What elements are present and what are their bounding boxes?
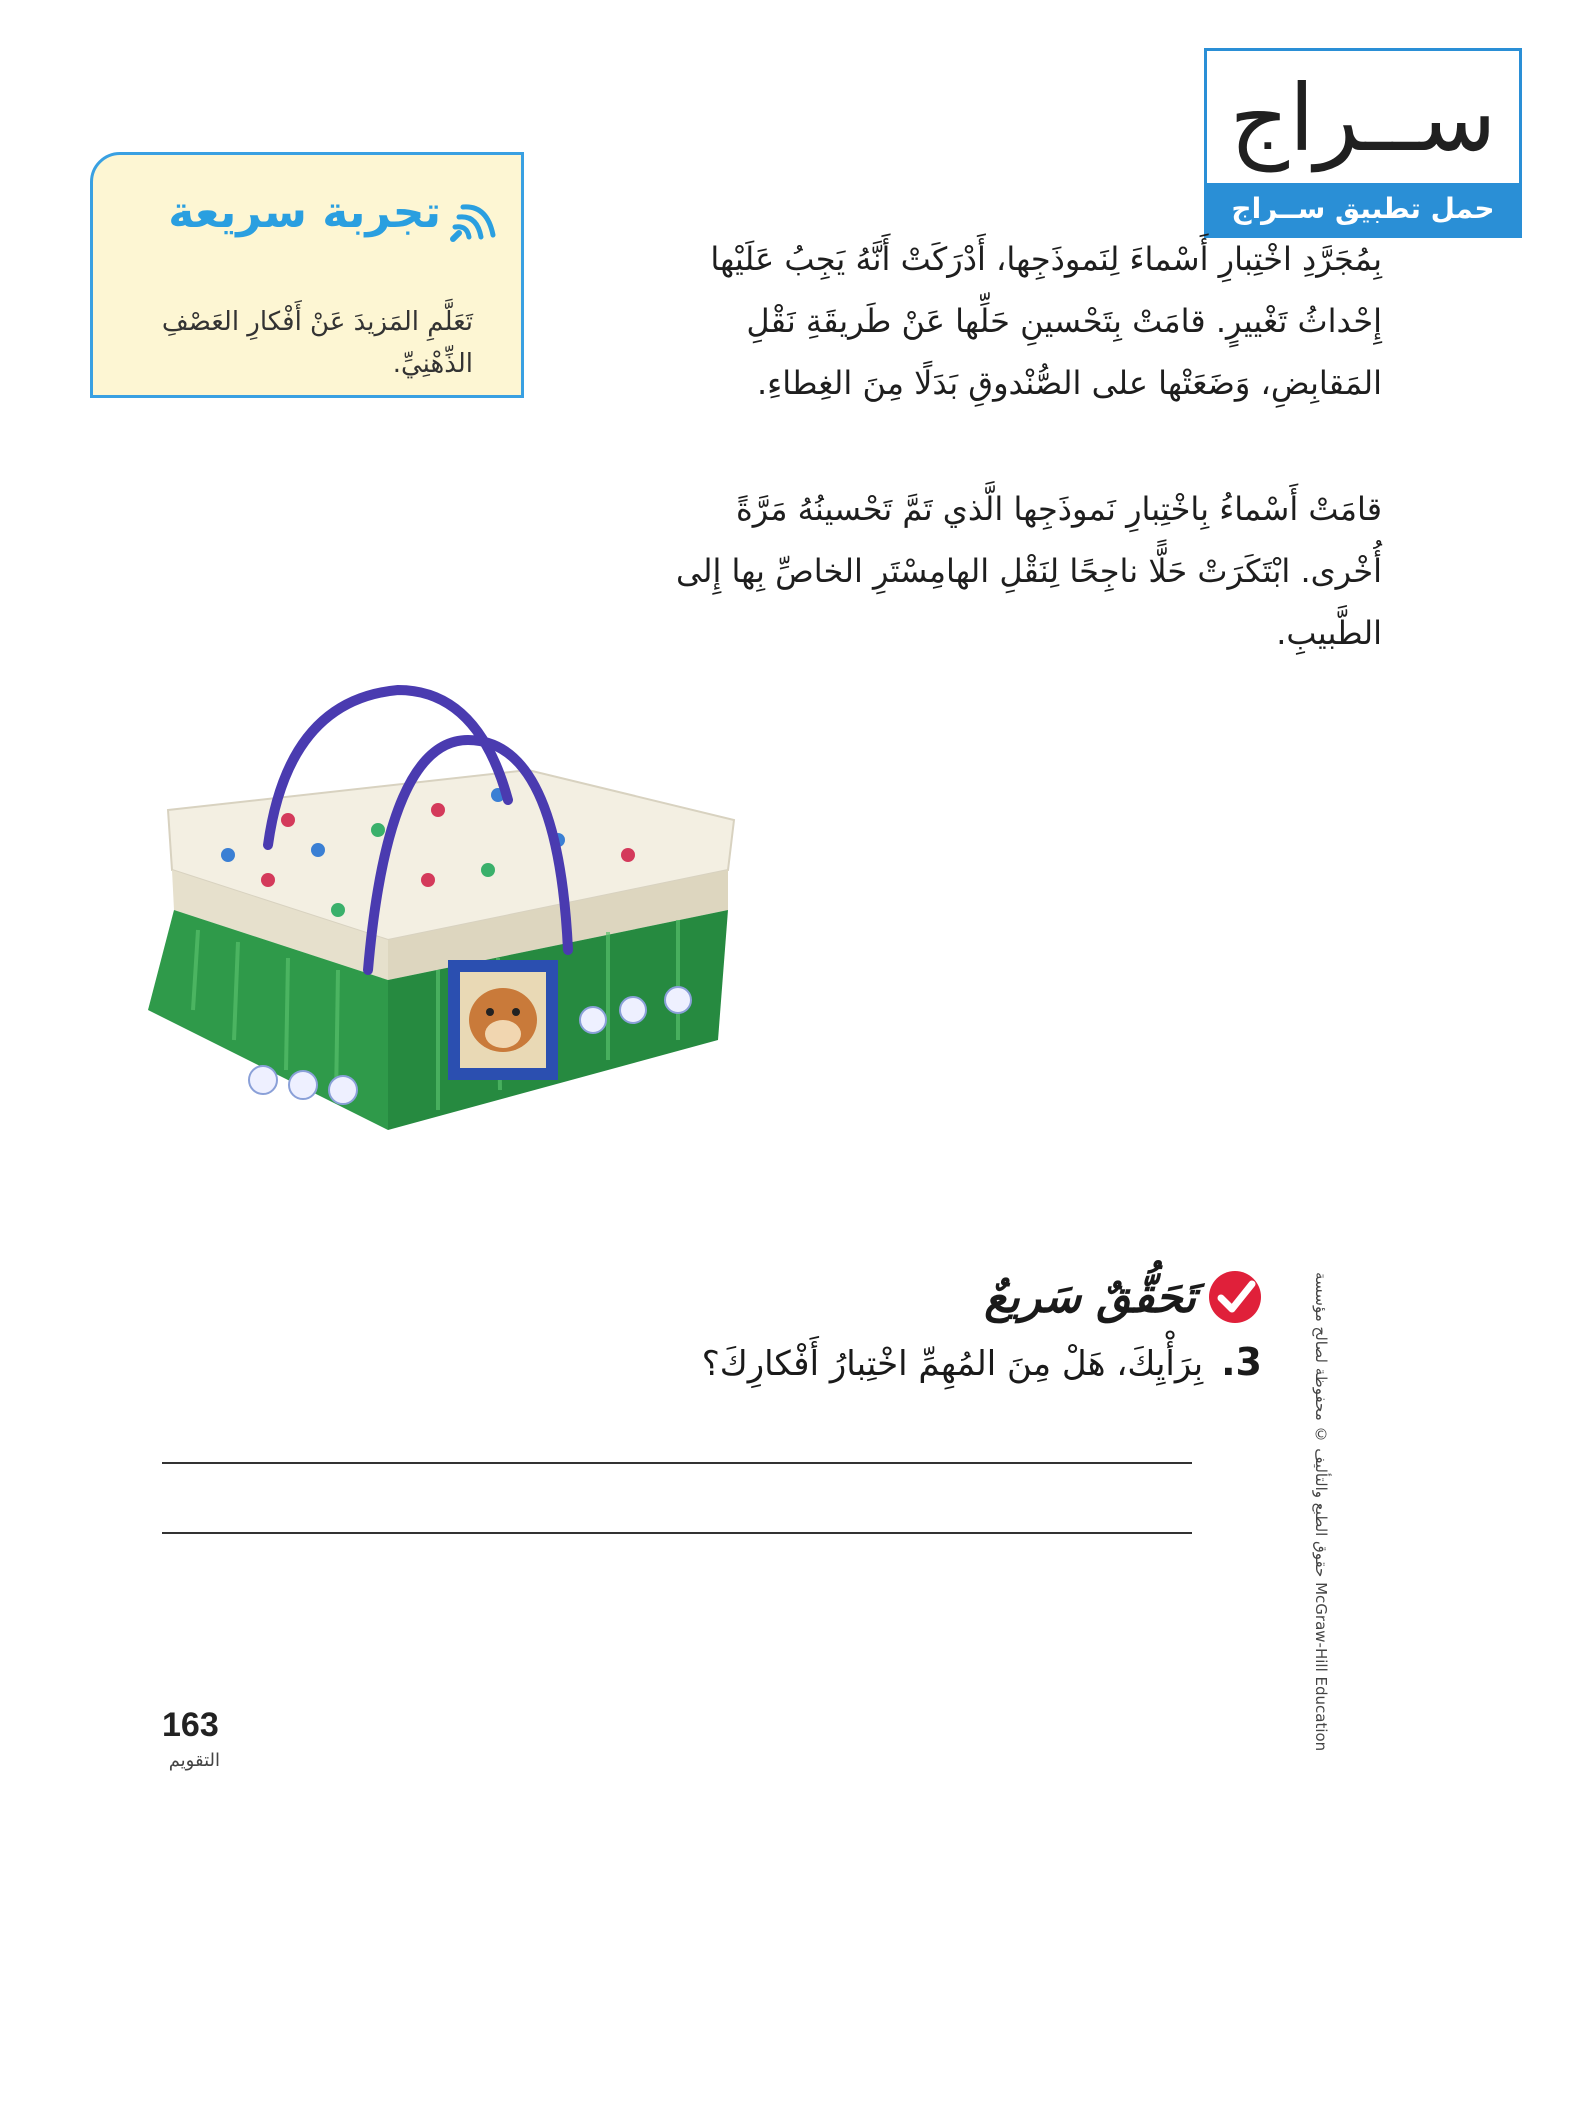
- quick-experiment-text: تَعَلَّمِ المَزيدَ عَنْ أَفْكارِ العَصْفِ الذِّهْنِيِّ.: [161, 307, 473, 379]
- question-number: 3.: [1221, 1340, 1262, 1384]
- section-label: التقويم: [168, 1750, 220, 1771]
- question-3: [702, 1340, 1262, 1384]
- quick-experiment-box: [90, 152, 524, 398]
- question-text: بِرَأْيِكَ، هَلْ مِنَ المُهِمِّ اخْتِبارُ أَفْكارِكَ؟: [701, 1344, 1204, 1384]
- signal-waves-icon: [447, 199, 499, 245]
- quick-experiment-title: تجربة سريعة: [168, 187, 441, 238]
- body-paragraph-2: قامَتْ أَسْماءُ بِاخْتِبارِ نَموذَجِها الَّذي تَمَّ تَحْسينُهُ مَرَّةً أُخْرى. ابْتَكَرَتْ حَلًّا ناجِحًا لِنَقْلِ الهامِسْتَرِ الخاصِّ بِها إِلى الطَّبيبِ.: [676, 490, 1382, 652]
- copyright-notice: حقوق الطبع والتأليف © محفوظة لصالح مؤسسة McGraw-Hill Education: [1312, 1272, 1330, 1752]
- siraj-download-banner[interactable]: حمل تطبيق ســراج: [1207, 183, 1519, 235]
- quick-check-header: [984, 1268, 1264, 1326]
- page-number: 163: [162, 1706, 219, 1744]
- quick-check-title: تَحَقُّقٌ سَريعٌ: [984, 1271, 1196, 1323]
- answer-line-2[interactable]: [162, 1532, 1192, 1534]
- siraj-logo-word: ســراج: [1229, 65, 1497, 172]
- body-paragraph-1: بِمُجَرَّدِ اخْتِبارِ أَسْماءَ لِنَموذَجِها، أَدْرَكَتْ أَنَّهُ يَجِبُ عَلَيْها إِحْداثُ تَغْييرٍ. قامَتْ بِتَحْسينِ حَلِّها عَنْ طَريقَةِ نَقْلِ المَقابِضِ، وَضَعَتْها على الصُّنْدوقِ بَدَلًا مِنَ الغِطاءِ.: [710, 240, 1382, 402]
- siraj-logo[interactable]: [1204, 48, 1522, 238]
- answer-line-1[interactable]: [162, 1462, 1192, 1464]
- checkmark-circle-icon: [1206, 1268, 1264, 1326]
- hamster-carrier-box-image: [138, 680, 750, 1140]
